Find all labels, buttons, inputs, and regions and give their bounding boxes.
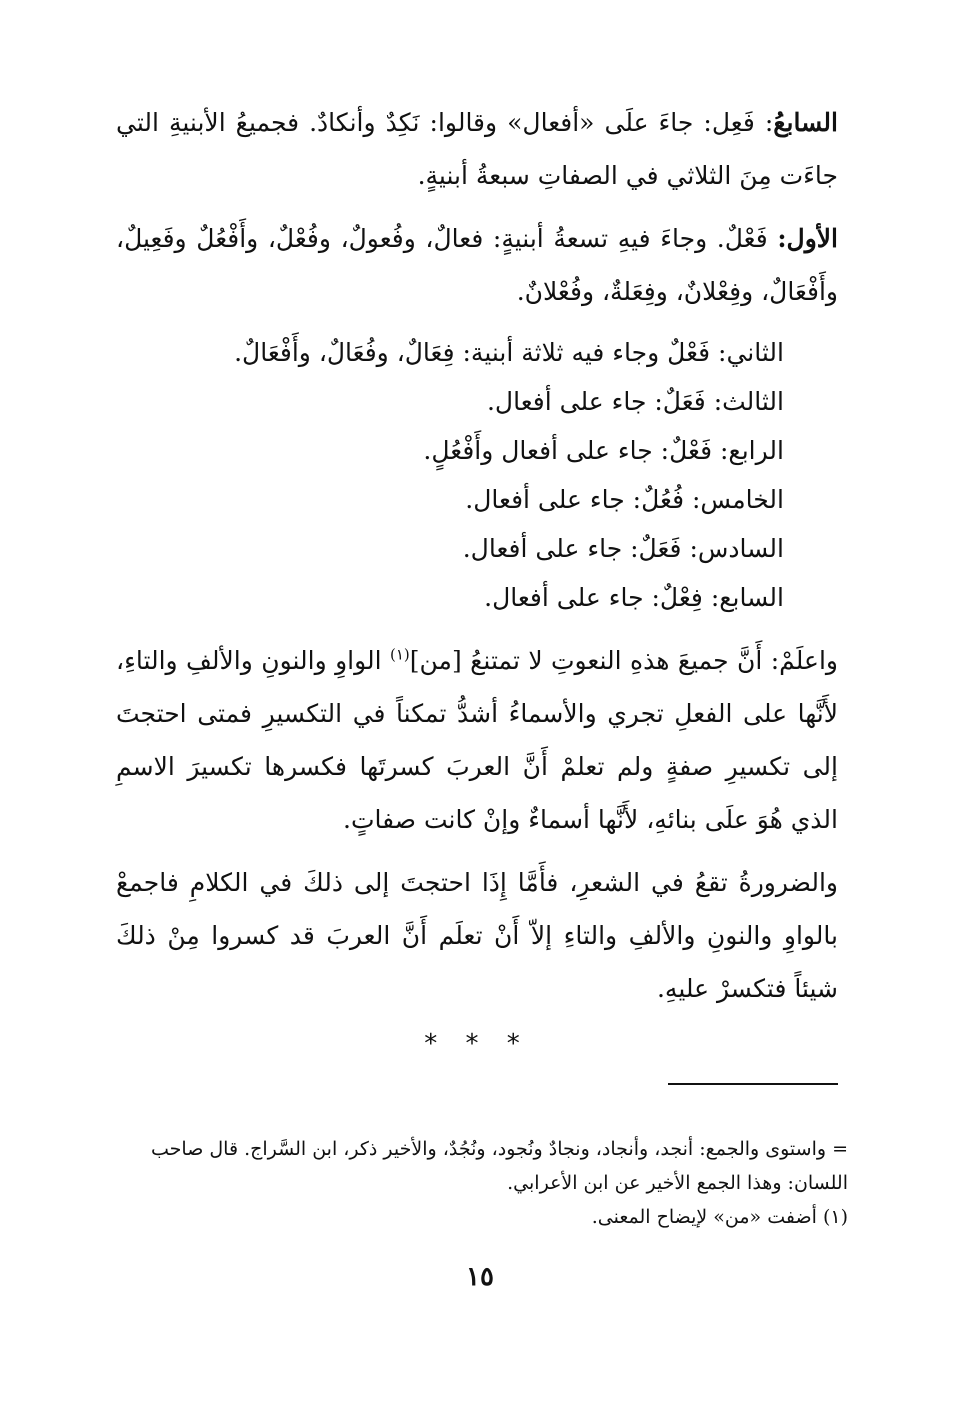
list-item <box>116 573 838 622</box>
list-item <box>116 328 838 377</box>
main-text <box>116 96 838 1059</box>
paragraph-know <box>116 634 838 846</box>
list-item-lead: السابع: <box>710 583 784 612</box>
section-separator: * * * <box>424 1029 530 1059</box>
paragraph-necessity <box>116 856 838 1015</box>
list-item-lead: الثاني: <box>718 338 784 367</box>
footnote-continued: = واستوى والجمع: أنجد، وأنجاد، ونجادٌ ونُجود، ونُجُدٌ، والأخير ذكر، ابن السَّراج. قال صاحب اللسان: وهذا الجمع الأخير عن ابن الأعرابي. <box>151 1138 848 1194</box>
footnote-1: (١) أضفت «من» لإيضاح المعنى. <box>591 1206 848 1228</box>
list-item-text: فَعْلٌ: جاء على أفعال وأَفْعُلٍ. <box>423 436 720 465</box>
footnotes <box>113 1132 848 1234</box>
list-item-text: فَعَلٌ: جاء على أفعال. <box>486 387 714 416</box>
paragraph-lead: الأول: <box>777 224 838 253</box>
footnote-divider <box>668 1083 838 1085</box>
list-item-text: فُعُلٌ: جاء على أفعال. <box>465 485 692 514</box>
list-item-lead: السادس: <box>689 534 784 563</box>
list-item-lead: الرابع: <box>720 436 784 465</box>
paragraph-lead: السابعُ <box>773 108 838 137</box>
paragraph-first <box>116 212 838 318</box>
list-item-text: فَعَلٌ: جاء على أفعال. <box>462 534 690 563</box>
list-item-lead: الخامس: <box>691 485 784 514</box>
patterns-list <box>116 328 838 622</box>
list-item <box>116 377 838 426</box>
paragraph-seventh <box>116 96 838 202</box>
paragraph-text: فَعْلٌ. وجاءَ فيهِ تسعةُ أبنيةٍ: فعالٌ، وفُعولٌ، وفُعْلٌ، وأَفْعُلٌ وفَعِيلٌ، وأَفْعَالٌ، وفِعْلانٌ، وفِعَلةٌ، وفُعْلانٌ. <box>116 224 838 306</box>
paragraph-text-after: الواوِ والنونِ والألفِ والتاءِ، لأَنَّها على الفعلِ تجري والأسماءُ أشدُّ تمكناً في التكسيرِ فمتى احتجتَ إلى تكسيرِ صفةٍ ولم تعلمْ أَنَّ العربَ كسرتَها فكسرها تكسيرَ الاسمِ الذي هُوَ علَى بنائهِ، لأَنَّها أسماءٌ وإنْ كانت صفاتٍ. <box>116 646 838 834</box>
footnote-reference: (١) <box>389 645 410 664</box>
list-item <box>116 524 838 573</box>
list-item-text: فَعْلٌ وجاء فيه ثلاثة أبنية: فِعَالٌ، وفُعَالٌ، وأَفْعَالٌ. <box>234 338 719 367</box>
paragraph-text-before: واعلَمْ: أَنَّ جميعَ هذهِ النعوتِ لا تمتنعُ [من] <box>409 646 838 675</box>
page-number: ١٥ <box>466 1262 494 1292</box>
list-item <box>116 475 838 524</box>
list-item-text: فِعْلٌ: جاء على أفعال. <box>484 583 711 612</box>
paragraph-text: : فَعِل: جاءَ علَى «أفعال» وقالوا: نَكِدٌ وأنكادٌ. فجميعُ الأبنيةِ التي جاءَت مِنَ الثلاثي في الصفاتِ سبعةُ أبنيةٍ. <box>116 108 838 190</box>
list-item-lead: الثالث: <box>713 387 784 416</box>
list-item <box>116 426 838 475</box>
paragraph-text: والضرورةُ تقعُ في الشعرِ، فأَمَّا إِذَا احتجتَ إلى ذلكَ في الكلامِ فاجمعْ بالواوِ والنونِ والألفِ والتاءِ إلاّ أَنْ تعلَم أَنَّ العربَ قد كسروا مِنْ ذلكَ شيئاً فتكسرْ عليهِ. <box>116 868 838 1003</box>
